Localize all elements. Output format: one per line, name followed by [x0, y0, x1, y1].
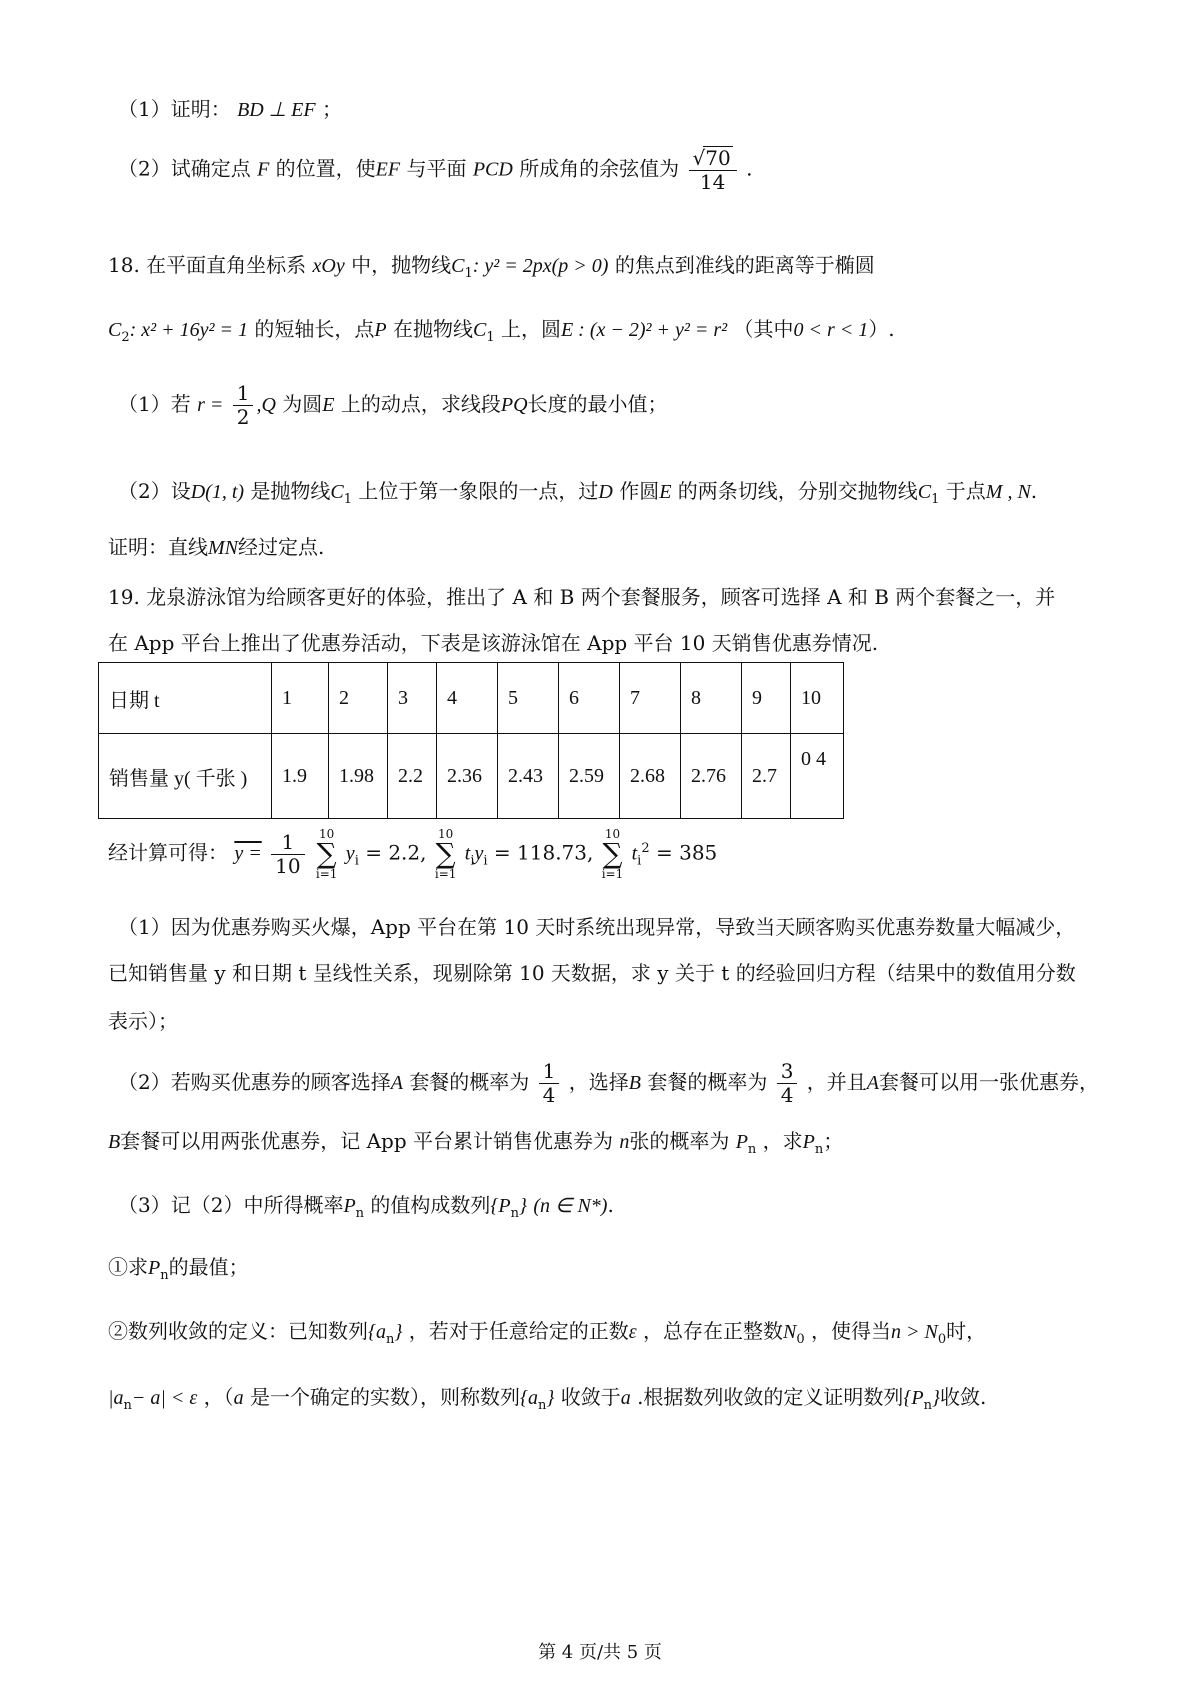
page-number: 第 4 页/共 5 页 — [538, 1642, 662, 1663]
q19-part3-item2-cont: $|a_n- a| < \varepsilon$ ，（a 是一个确定的实数），则称数列$\{a_n\}$ 收敛于a .根据数列收敛的定义证明数列$\{P_n\}$收敛. — [108, 1385, 987, 1413]
table-cell: 2 — [329, 663, 388, 734]
sum-symbol: 10 ∑ i=1 — [434, 827, 457, 881]
q17-part1: （1）证明： BD ⊥ EF ； — [118, 97, 342, 121]
q18-line1: 18. 在平面直角坐标系 xOy 中，抛物线$C_1$: y² = 2px(p > 0) 的焦点到准线的距离等于椭圆 — [108, 253, 875, 281]
q19-part2-line1: （2）若购买优惠券的顾客选择A 套餐的概率为 $\frac{1}{4}$ ，选择B 套餐的概率为 $\frac{3}{4}$ ，并且A套餐可以用一张优惠券， — [118, 1059, 1100, 1107]
q19-part2-line2: B套餐可以用两张优惠券，记 App 平台累计销售优惠券为 n张的概率为 $P_n$ ，求$P_n$； — [108, 1129, 844, 1157]
q19-line1: 19. 龙泉游泳馆为给顾客更好的体验，推出了 A 和 B 两个套餐服务，顾客可选择 A 和 B 两个套餐之一，并 — [108, 585, 1056, 609]
table-header-sales: 销售量 y( 千张 ) — [99, 734, 272, 819]
sales-table — [98, 662, 844, 819]
q17-p1-math: BD ⊥ EF — [237, 99, 316, 121]
table-cell: 2.68 — [620, 734, 681, 819]
table-cell: 3 — [388, 663, 437, 734]
q19-line2: 在 App 平台上推出了优惠券活动，下表是该游泳馆在 App 平台 10 天销售优惠券情况. — [108, 631, 879, 655]
table-cell: 6 — [559, 663, 620, 734]
q19-part3-item1: ①求$P_n$的最值； — [108, 1255, 249, 1283]
table-cell: 4 — [437, 663, 498, 734]
q17-part2: （2）试确定点 F 的位置，使EF 与平面 PCD 所成角的余弦值为 $\frac{√70}{14}$ . — [118, 146, 753, 194]
table-cell: 5 — [498, 663, 559, 734]
q19-part3-item2: ②数列收敛的定义：已知数列$\{a_n\}$ ，若对于任意给定的正数ε ，总存在正整数$N_0$ ，使得当$n > N_0$时， — [108, 1319, 987, 1347]
table-cell: 8 — [681, 663, 742, 734]
q18-line2: $C_2$: x² + 16y² = 1 的短轴长，点P 在抛物线$C_1$ 上，圆E : (x − 2)² + y² = r² （其中0 < r < 1）. — [108, 317, 895, 345]
table-cell: 1.9 — [272, 734, 329, 819]
table-cell: 1 — [272, 663, 329, 734]
q18-fraction: $\frac{1}{2}$ — [233, 382, 254, 429]
table-cell: 0 4 — [791, 734, 844, 819]
table-cell: 2.59 — [559, 734, 620, 819]
table-cell: 2.7 — [742, 734, 791, 819]
sum-symbol: 10 ∑ i=1 — [601, 827, 624, 881]
q19-part1-line1: （1）因为优惠券购买火爆，App 平台在第 10 天时系统出现异常，导致当天顾客购买优惠券数量大幅减少， — [118, 915, 1076, 939]
table-cell: 10 — [791, 663, 844, 734]
table-cell: 2.2 — [388, 734, 437, 819]
table-cell: 1.98 — [329, 734, 388, 819]
table-cell: 7 — [620, 663, 681, 734]
q19-part1-line2: 已知销售量 y 和日期 t 呈线性关系，现剔除第 10 天数据，求 y 关于 t 的经验回归方程（结果中的数值用分数 — [108, 961, 1076, 985]
table-cell: 2.76 — [681, 734, 742, 819]
table-row — [99, 663, 844, 734]
q18-proof: 证明：直线MN经过定点. — [108, 535, 325, 559]
q19-part3: （3）记（2）中所得概率$P_n$ 的值构成数列$\{P_n\}$ (n ∈ N*). — [118, 1193, 614, 1221]
q17-fraction: $\frac{√70}{14}$ — [689, 146, 737, 194]
q18-part1: （1）若 r = $\frac{1}{2}$ ,Q 为圆E 上的动点，求线段PQ长度的最小值； — [118, 381, 668, 429]
table-header-date: 日期 t — [99, 663, 272, 734]
q19-part1-line3: 表示）； — [108, 1009, 178, 1033]
table-cell: 2.36 — [437, 734, 498, 819]
sum-symbol: 10 ∑ i=1 — [315, 827, 338, 881]
q18-part2: （2）设D(1, t) 是抛物线$C_1$ 上位于第一象限的一点，过D 作圆E 的两条切线，分别交抛物线$C_1$ 于点M , N. — [118, 479, 1038, 507]
table-row — [99, 734, 844, 819]
table-cell: 9 — [742, 663, 791, 734]
table-cell: 2.43 — [498, 734, 559, 819]
q19-calc: 经计算可得： y = $\frac{1}{10}$ 10 ∑ i=1 $y_i = 2.2$, 10 ∑ i=1 $t_iy_i = 118.73$, 10 ∑ i=1 $t_i^2 = 385$ — [108, 827, 718, 881]
